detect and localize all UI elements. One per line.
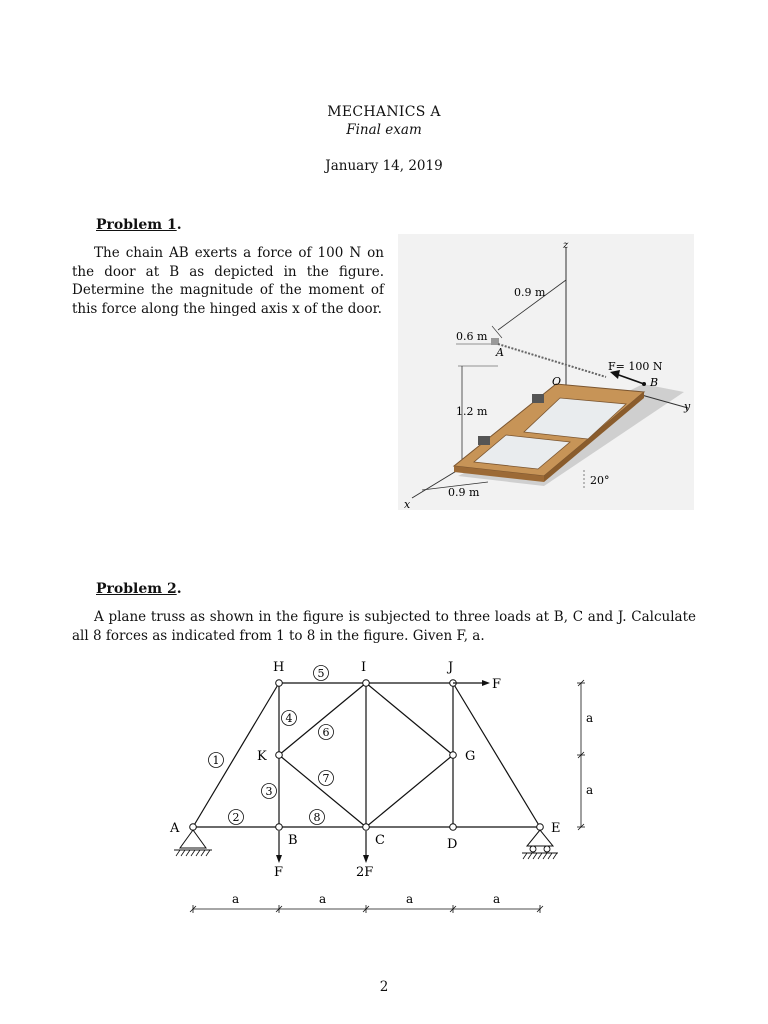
hinge-top (532, 394, 544, 403)
svg-text:5: 5 (317, 667, 325, 680)
exam-date: January 14, 2019 (325, 158, 443, 174)
load-label-B: F (274, 865, 284, 880)
node-K (276, 752, 283, 759)
load-arrow-J (453, 680, 490, 686)
hinge-bottom (478, 436, 490, 445)
node-D (450, 824, 457, 831)
member-CG (366, 755, 453, 827)
dim-a-bottom-3: a (406, 892, 414, 906)
label-O: O (552, 375, 562, 388)
svg-text:1: 1 (212, 754, 220, 767)
node-label-K: K (257, 749, 267, 764)
member-label-4 (282, 711, 297, 726)
member-label-2 (229, 810, 244, 825)
dim-a-bottom-1: a (232, 892, 240, 906)
node-label-B: B (288, 833, 298, 848)
angle-20: 20° (590, 474, 610, 487)
horizontal-dimension (190, 905, 543, 913)
label-A: A (496, 346, 504, 359)
pin-support-A (174, 830, 212, 856)
dim-0.6m: 0.6 m (456, 330, 488, 343)
dim-a-bottom-2: a (319, 892, 327, 906)
dim-a-right-top: a (586, 711, 594, 725)
problem1-text: The chain AB exerts a force of 100 N on the door at B as depicted in the figure. Determine the magnitude of the moment of this force along the hinged axis x of the door. (72, 245, 384, 317)
member-label-5 (314, 666, 329, 681)
dim-0.9m-top: 0.9 m (514, 286, 546, 299)
node-label-A: A (170, 821, 180, 836)
dim-0.9m-bottom: 0.9 m (448, 486, 480, 499)
problem2-heading: Problem 2. (96, 581, 182, 597)
svg-text:6: 6 (322, 726, 330, 739)
node-label-J: J (448, 660, 454, 675)
svg-text:7: 7 (322, 772, 330, 785)
member-label-3 (262, 784, 277, 799)
load-label-J: F (492, 677, 502, 692)
door-figure (398, 234, 694, 510)
problem1-heading: Problem 1. (96, 217, 182, 233)
node-label-H: H (273, 660, 285, 675)
label-B: B (650, 376, 659, 389)
vertical-dimension (577, 680, 585, 830)
member-label-7 (319, 771, 334, 786)
truss-figure (0, 650, 768, 920)
member-IG (366, 683, 453, 755)
load-arrow-C (363, 831, 369, 863)
node-G (450, 752, 457, 759)
node-H (276, 680, 283, 687)
node-label-D: D (447, 837, 458, 852)
y-label: y (684, 400, 691, 413)
node-label-C: C (375, 833, 385, 848)
node-label-I: I (361, 660, 367, 675)
svg-text:3: 3 (265, 785, 273, 798)
node-label-G: G (465, 749, 476, 764)
node-B (276, 824, 283, 831)
force-label: F= 100 N (608, 360, 663, 373)
svg-text:4: 4 (285, 712, 293, 725)
z-label: z (563, 240, 569, 251)
problem2-text: A plane truss as shown in the figure is subjected to three loads at B, C and J. Calculate all 8 forces as indicated from 1 to 8 in the figure. Given F, a. (72, 609, 696, 644)
x-label: x (404, 498, 411, 510)
chain-anchor-A (491, 338, 499, 345)
exam-title: MECHANICS A (327, 104, 441, 120)
page-number: 2 (379, 979, 389, 995)
dim-a-bottom-4: a (493, 892, 501, 906)
dim-1.2m: 1.2 m (456, 405, 488, 418)
load-arrow-B (276, 831, 282, 863)
member-label-6 (319, 725, 334, 740)
exam-subtitle: Final exam (346, 122, 422, 138)
svg-text:8: 8 (313, 811, 321, 824)
node-label-E: E (551, 821, 561, 836)
member-label-1 (209, 753, 224, 768)
svg-text:2: 2 (232, 811, 240, 824)
member-label-8 (310, 810, 325, 825)
dim-a-right-bottom: a (586, 783, 594, 797)
node-C (363, 824, 370, 831)
node-I (363, 680, 370, 687)
load-label-C: 2F (356, 865, 374, 880)
